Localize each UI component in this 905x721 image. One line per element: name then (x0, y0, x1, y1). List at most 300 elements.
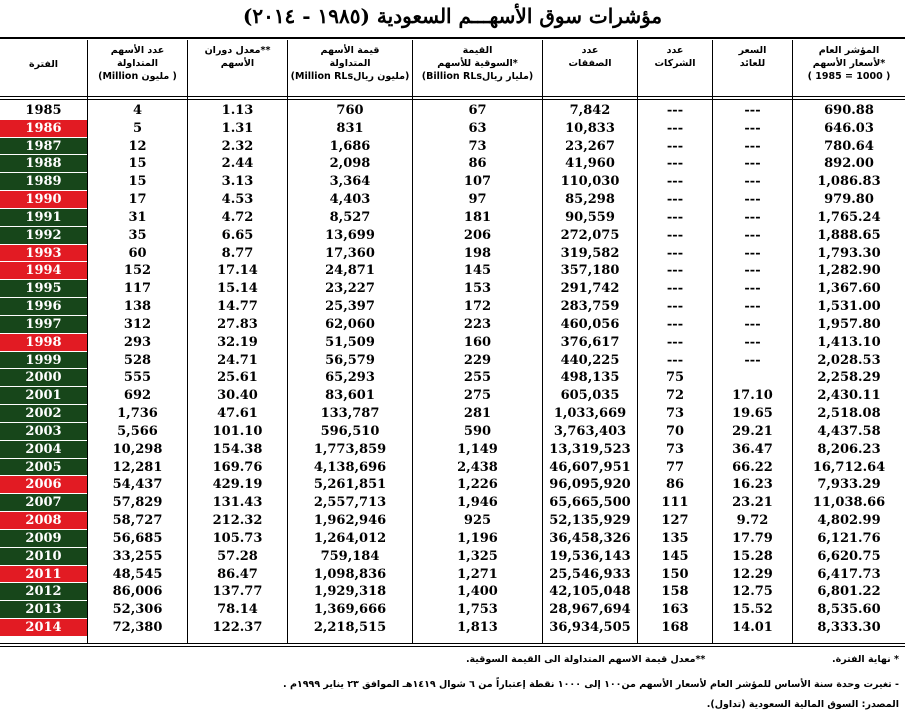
cell-index: 1,888.65 (817, 227, 881, 243)
cell-turnover: 122.37 (212, 620, 263, 636)
cell-shares-traded: 35 (128, 227, 147, 243)
cell-pe-ratio: --- (744, 120, 761, 136)
cell-market-cap: 281 (463, 406, 492, 422)
table-row (0, 155, 905, 173)
cell-companies: --- (666, 299, 684, 315)
cell-value-traded: 1,929,318 (313, 584, 387, 600)
table-row (0, 423, 905, 441)
cell-transactions: 291,742 (560, 281, 620, 297)
cell-companies: 86 (665, 477, 685, 493)
cell-market-cap: 1,325 (457, 548, 498, 564)
cell-market-cap: 153 (463, 281, 492, 297)
header-transactions (543, 44, 637, 96)
cell-pe-ratio: --- (744, 281, 761, 297)
cell-market-cap: 925 (463, 513, 492, 529)
cell-year: 1993 (0, 245, 87, 263)
header-pe-line-1: السعر (738, 45, 767, 56)
cell-turnover: 429.19 (212, 477, 263, 493)
cell-value-traded: 23,227 (325, 281, 375, 297)
cell-shares-traded: 15 (128, 174, 147, 190)
cell-value-traded: 4,138,696 (313, 459, 387, 475)
cell-market-cap: 223 (463, 316, 492, 332)
cell-value-traded: 1,686 (329, 138, 371, 154)
header-index-line-1: المؤشر العام (818, 45, 880, 56)
cell-index: 690.88 (824, 103, 874, 118)
table-row (0, 476, 905, 494)
cell-pe-ratio: 36.47 (732, 441, 773, 457)
cell-shares-traded: 52,306 (112, 602, 163, 618)
cell-year: 2003 (0, 423, 87, 441)
cell-turnover: 105.73 (212, 530, 263, 546)
cell-transactions: 65,665,500 (549, 495, 631, 511)
cell-pe-ratio: --- (744, 192, 761, 208)
cell-turnover: 169.76 (212, 459, 263, 475)
cell-market-cap: 229 (463, 352, 492, 368)
cell-turnover: 1.13 (221, 103, 254, 118)
bottom-rule-2 (0, 646, 905, 647)
cell-shares-traded: 152 (123, 263, 152, 279)
cell-shares-traded: 72,380 (112, 620, 163, 636)
cell-year: 2000 (0, 369, 87, 387)
cell-transactions: 46,607,951 (549, 459, 631, 475)
cell-year: 2012 (0, 583, 87, 601)
cell-shares-traded: 56,685 (112, 530, 163, 546)
cell-market-cap: 97 (468, 192, 487, 208)
table-row (0, 548, 905, 566)
cell-shares-traded: 15 (128, 156, 147, 172)
cell-value-traded: 5,261,851 (313, 477, 387, 493)
cell-year: 2013 (0, 601, 87, 619)
cell-pe-ratio (713, 369, 792, 387)
cell-year: 2005 (0, 459, 87, 477)
table-row (0, 441, 905, 459)
cell-value-traded: 4,403 (329, 192, 371, 208)
cell-index: 1,282.90 (817, 263, 881, 279)
header-comp-line-2: الشركات (654, 58, 696, 69)
cell-transactions: 36,458,326 (549, 530, 631, 546)
header-shares-line-3: (Million مليون ) (98, 71, 177, 82)
cell-companies: 163 (661, 602, 689, 618)
cell-pe-ratio: --- (744, 263, 761, 279)
cell-year: 1990 (0, 191, 87, 209)
cell-market-cap: 255 (463, 370, 492, 386)
cell-shares-traded: 17 (128, 192, 147, 208)
cell-turnover: 101.10 (212, 423, 263, 439)
cell-companies: --- (666, 174, 684, 190)
footnote-source: المصدر: السوق المالية السعودية (تداول). (706, 699, 899, 710)
header-mcap-line-3: (Billion RLsمليار ريال) (421, 71, 534, 82)
cell-value-traded: 596,510 (320, 423, 380, 439)
table-row (0, 262, 905, 280)
cell-transactions: 42,105,048 (549, 584, 631, 600)
cell-year: 1989 (0, 173, 87, 191)
cell-index: 7,933.29 (817, 477, 881, 493)
cell-turnover: 131.43 (212, 495, 263, 511)
table-row (0, 298, 905, 316)
cell-index: 6,417.73 (817, 566, 881, 582)
cell-market-cap: 198 (463, 245, 492, 261)
cell-transactions: 1,033,669 (553, 406, 627, 422)
cell-turnover: 15.14 (217, 281, 258, 297)
header-trans-line-2: الصفقات (568, 58, 612, 69)
cell-turnover: 4.53 (221, 192, 254, 208)
table-row (0, 530, 905, 548)
cell-transactions: 110,030 (560, 174, 620, 190)
header-value-line-3: (Million RLsمليون ريال) (290, 71, 410, 82)
cell-transactions: 498,135 (560, 370, 620, 386)
header-value-traded (288, 44, 412, 96)
table-row (0, 209, 905, 227)
header-value-line-1: قيمة الأسهم (320, 45, 380, 56)
cell-pe-ratio: --- (744, 156, 761, 172)
table-row (0, 173, 905, 191)
cell-index: 6,121.76 (817, 530, 881, 546)
cell-companies: 168 (661, 620, 689, 636)
cell-transactions: 605,035 (560, 388, 620, 404)
table-row (0, 619, 905, 637)
cell-market-cap: 2,438 (457, 459, 498, 475)
header-rule (0, 96, 905, 97)
cell-companies: --- (666, 227, 684, 243)
cell-value-traded: 8,527 (329, 209, 371, 225)
header-turnover-line-1: معدل دوران** (204, 45, 271, 56)
cell-transactions: 90,559 (565, 209, 615, 225)
cell-turnover: 32.19 (217, 334, 258, 350)
cell-pe-ratio: 9.72 (736, 513, 769, 529)
cell-turnover: 86.47 (217, 566, 258, 582)
cell-index: 2,028.53 (817, 352, 881, 368)
cell-market-cap: 86 (468, 156, 487, 172)
cell-value-traded: 62,060 (325, 316, 375, 332)
header-index (793, 44, 905, 96)
cell-year: 2001 (0, 387, 87, 405)
cell-index: 16,712.64 (812, 459, 886, 475)
cell-companies: 77 (665, 459, 685, 475)
cell-value-traded: 3,364 (329, 174, 371, 190)
cell-shares-traded: 117 (123, 281, 152, 297)
cell-shares-traded: 10,298 (112, 441, 163, 457)
cell-shares-traded: 312 (123, 316, 152, 332)
cell-market-cap: 67 (468, 103, 487, 118)
cell-pe-ratio: --- (744, 245, 761, 261)
cell-year: 1985 (0, 102, 87, 120)
cell-turnover: 14.77 (217, 299, 258, 315)
cell-shares-traded: 4 (132, 103, 143, 118)
cell-companies: --- (666, 316, 684, 332)
footnote-end-of-period: * نهاية الفترة. (832, 654, 899, 665)
cell-companies: --- (666, 209, 684, 225)
cell-market-cap: 1,400 (457, 584, 498, 600)
cell-pe-ratio: 15.28 (732, 548, 773, 564)
cell-pe-ratio: --- (744, 209, 761, 225)
cell-turnover: 6.65 (221, 227, 254, 243)
bottom-rule (0, 643, 905, 644)
top-rule (0, 37, 905, 39)
cell-companies: 75 (665, 370, 685, 386)
table-row (0, 494, 905, 512)
cell-year: 1996 (0, 298, 87, 316)
cell-market-cap: 160 (463, 334, 492, 350)
cell-companies: --- (666, 245, 684, 261)
cell-shares-traded: 293 (123, 334, 152, 350)
table-row (0, 280, 905, 298)
header-pe-line-2: للعائد (739, 58, 766, 69)
cell-companies: --- (666, 281, 684, 297)
cell-index: 8,535.60 (817, 602, 881, 618)
cell-transactions: 440,225 (560, 352, 620, 368)
cell-pe-ratio: 14.01 (732, 620, 773, 636)
cell-value-traded: 759,184 (320, 548, 380, 564)
cell-year: 2014 (0, 619, 87, 637)
cell-value-traded: 1,773,859 (313, 441, 387, 457)
cell-companies: --- (666, 263, 684, 279)
cell-turnover: 2.32 (221, 138, 254, 154)
cell-turnover: 57.28 (217, 548, 258, 564)
cell-shares-traded: 555 (123, 370, 152, 386)
cell-turnover: 154.38 (212, 441, 263, 457)
cell-shares-traded: 692 (123, 388, 152, 404)
cell-turnover: 3.13 (221, 174, 254, 190)
cell-companies: 145 (661, 548, 689, 564)
cell-turnover: 17.14 (217, 263, 258, 279)
cell-index: 780.64 (824, 138, 874, 154)
cell-pe-ratio: 17.79 (732, 530, 773, 546)
cell-transactions: 10,833 (565, 120, 615, 136)
table-row (0, 245, 905, 263)
footnote-turnover-definition: **معدل قيمة الاسهم المتداولة الى القيمة السوقية. (465, 654, 706, 665)
cell-turnover: 4.72 (221, 209, 254, 225)
header-period (0, 44, 87, 96)
cell-shares-traded: 31 (128, 209, 147, 225)
cell-pe-ratio: 19.65 (732, 406, 773, 422)
cell-shares-traded: 58,727 (112, 513, 163, 529)
cell-companies: 111 (661, 495, 689, 511)
table-row (0, 191, 905, 209)
cell-index: 1,765.24 (817, 209, 881, 225)
cell-companies: 127 (661, 513, 689, 529)
cell-index: 1,793.30 (817, 245, 881, 261)
cell-year: 1997 (0, 316, 87, 334)
cell-market-cap: 1,813 (457, 620, 498, 636)
cell-pe-ratio: --- (744, 174, 761, 190)
cell-companies: 73 (665, 406, 685, 422)
cell-year: 2004 (0, 441, 87, 459)
cell-transactions: 19,536,143 (549, 548, 631, 564)
cell-shares-traded: 5,566 (117, 423, 158, 439)
header-shares-line-2: المتداولة (116, 58, 159, 69)
cell-companies: --- (666, 120, 684, 136)
cell-companies: --- (666, 138, 684, 154)
cell-year: 2002 (0, 405, 87, 423)
cell-index: 4,802.99 (817, 513, 881, 529)
cell-market-cap: 1,946 (457, 495, 498, 511)
table-row (0, 459, 905, 477)
cell-pe-ratio: --- (744, 316, 761, 332)
cell-companies: --- (666, 334, 684, 350)
cell-transactions: 41,960 (565, 156, 615, 172)
cell-year: 2007 (0, 494, 87, 512)
cell-pe-ratio: --- (744, 227, 761, 243)
cell-pe-ratio: --- (744, 103, 761, 118)
cell-market-cap: 1,196 (457, 530, 498, 546)
cell-value-traded: 24,871 (325, 263, 375, 279)
cell-companies: --- (666, 156, 684, 172)
cell-turnover: 8.77 (221, 245, 254, 261)
cell-value-traded: 83,601 (325, 388, 375, 404)
cell-pe-ratio: 12.29 (732, 566, 773, 582)
cell-transactions: 460,056 (560, 316, 620, 332)
cell-year: 1991 (0, 209, 87, 227)
table-row (0, 512, 905, 530)
header-mcap-line-2: السوقية للأسهم* (437, 58, 518, 69)
footnote-base-change: - تغيرت وحدة سنة الأساس للمؤشر العام لأسعار الأسهم من١٠٠ إلى ١٠٠٠ نقطة إعتباراً من ٦ شوال ١٤١٩هـ الموافق ٢٣ يناير ١٩٩٩م . (283, 679, 899, 690)
cell-transactions: 25,546,933 (549, 566, 631, 582)
cell-index: 1,531.00 (817, 299, 881, 315)
cell-year: 2010 (0, 548, 87, 566)
cell-market-cap: 107 (463, 174, 492, 190)
header-mcap-line-1: القيمة (462, 45, 493, 56)
cell-index: 979.80 (824, 192, 874, 208)
cell-index: 8,333.30 (817, 620, 881, 636)
header-value-line-2: المتداولة (329, 58, 371, 69)
cell-pe-ratio: --- (744, 334, 761, 350)
table-row (0, 334, 905, 352)
cell-turnover: 2.44 (221, 156, 254, 172)
header-index-line-2: لأسعار الأسهم* (812, 58, 886, 69)
cell-year: 2008 (0, 512, 87, 530)
cell-value-traded: 831 (336, 120, 364, 136)
cell-value-traded: 56,579 (325, 352, 375, 368)
cell-value-traded: 1,962,946 (313, 513, 387, 529)
data-table-body (0, 102, 905, 637)
cell-value-traded: 1,264,012 (313, 530, 387, 546)
cell-turnover: 24.71 (217, 352, 258, 368)
cell-value-traded: 51,509 (325, 334, 375, 350)
cell-index: 11,038.66 (812, 495, 886, 511)
cell-market-cap: 275 (463, 388, 492, 404)
header-turnover (188, 44, 287, 96)
cell-transactions: 7,842 (569, 103, 611, 118)
cell-index: 4,437.58 (817, 423, 881, 439)
cell-value-traded: 13,699 (325, 227, 375, 243)
cell-pe-ratio: 16.23 (732, 477, 773, 493)
cell-index: 8,206.23 (817, 441, 881, 457)
cell-market-cap: 206 (463, 227, 492, 243)
cell-market-cap: 590 (463, 423, 492, 439)
cell-year: 1988 (0, 155, 87, 173)
cell-companies: 72 (665, 388, 685, 404)
cell-value-traded: 25,397 (325, 299, 375, 315)
cell-index: 646.03 (824, 120, 874, 136)
table-row (0, 566, 905, 584)
cell-transactions: 3,763,403 (553, 423, 627, 439)
cell-value-traded: 2,098 (329, 156, 371, 172)
cell-shares-traded: 60 (128, 245, 147, 261)
header-shares-line-1: عدد الأسهم (110, 45, 165, 56)
footnotes (6, 654, 899, 665)
cell-pe-ratio: 12.75 (732, 584, 773, 600)
header-index-line-3: ( 1985 = 1000 ) (807, 71, 891, 82)
header-period-line: الفترة (28, 59, 59, 70)
cell-pe-ratio: --- (744, 299, 761, 315)
cell-turnover: 1.31 (221, 120, 254, 136)
cell-turnover: 78.14 (217, 602, 258, 618)
cell-year: 2006 (0, 476, 87, 494)
cell-transactions: 36,934,505 (549, 620, 631, 636)
cell-shares-traded: 48,545 (112, 566, 163, 582)
cell-value-traded: 65,293 (325, 370, 375, 386)
cell-year: 1987 (0, 138, 87, 156)
page-title: مؤشرات سوق الأسهـــم السعودية (١٩٨٥ - ٢٠١٤) (242, 4, 663, 28)
cell-shares-traded: 57,829 (112, 495, 163, 511)
cell-value-traded: 2,557,713 (313, 495, 387, 511)
cell-turnover: 25.61 (217, 370, 258, 386)
header-rule-2 (0, 99, 905, 100)
cell-companies: --- (666, 192, 684, 208)
cell-turnover: 27.83 (217, 316, 258, 332)
cell-transactions: 13,319,523 (549, 441, 631, 457)
cell-index: 6,620.75 (817, 548, 881, 564)
cell-transactions: 357,180 (560, 263, 620, 279)
cell-transactions: 376,617 (560, 334, 620, 350)
cell-shares-traded: 86,006 (112, 584, 163, 600)
cell-value-traded: 133,787 (320, 406, 380, 422)
header-companies (638, 44, 712, 96)
cell-shares-traded: 138 (123, 299, 152, 315)
cell-index: 1,367.60 (817, 281, 881, 297)
cell-transactions: 319,582 (560, 245, 620, 261)
cell-index: 1,086.83 (817, 174, 881, 190)
cell-pe-ratio: 29.21 (732, 423, 773, 439)
cell-turnover: 30.40 (217, 388, 258, 404)
cell-year: 2011 (0, 566, 87, 584)
cell-transactions: 96,095,920 (549, 477, 631, 493)
table-row (0, 583, 905, 601)
header-turnover-line-2: الأسهم (220, 58, 255, 69)
cell-value-traded: 1,098,836 (313, 566, 387, 582)
cell-pe-ratio: 23.21 (732, 495, 773, 511)
cell-market-cap: 73 (468, 138, 487, 154)
cell-shares-traded: 528 (123, 352, 152, 368)
cell-shares-traded: 5 (132, 120, 143, 136)
cell-pe-ratio: 66.22 (732, 459, 773, 475)
cell-market-cap: 63 (468, 120, 487, 136)
cell-year: 1986 (0, 120, 87, 138)
cell-companies: 73 (665, 441, 685, 457)
cell-turnover: 137.77 (212, 584, 263, 600)
cell-year: 1994 (0, 262, 87, 280)
cell-transactions: 272,075 (560, 227, 620, 243)
table-row (0, 369, 905, 387)
table-row (0, 316, 905, 334)
cell-transactions: 85,298 (565, 192, 615, 208)
cell-index: 2,258.29 (817, 370, 881, 386)
cell-shares-traded: 12,281 (112, 459, 163, 475)
cell-companies: --- (666, 352, 684, 368)
table-row (0, 227, 905, 245)
cell-index: 2,518.08 (817, 406, 881, 422)
cell-value-traded: 760 (336, 103, 364, 118)
cell-index: 6,801.22 (817, 584, 881, 600)
cell-transactions: 283,759 (560, 299, 620, 315)
header-trans-line-1: عدد (581, 45, 599, 56)
cell-market-cap: 172 (463, 299, 492, 315)
cell-year: 1998 (0, 334, 87, 352)
cell-shares-traded: 33,255 (112, 548, 163, 564)
cell-transactions: 23,267 (565, 138, 615, 154)
cell-year: 1995 (0, 280, 87, 298)
cell-pe-ratio: 17.10 (732, 388, 773, 404)
